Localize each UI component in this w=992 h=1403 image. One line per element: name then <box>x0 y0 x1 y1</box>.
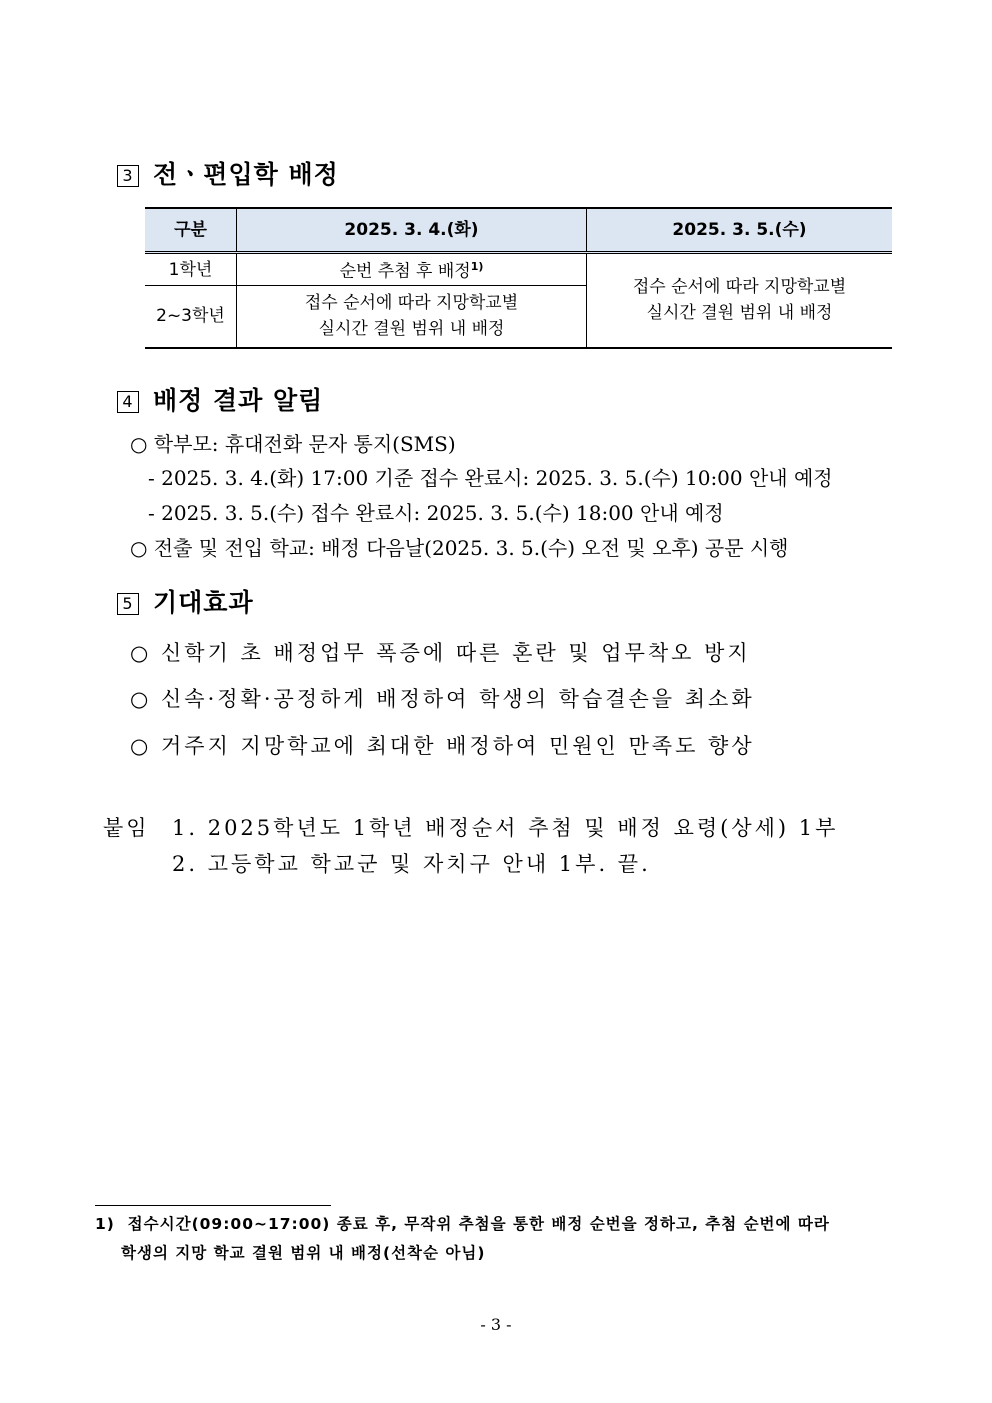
section-number-box: 3 <box>117 165 139 187</box>
effect-item: ○ 신학기 초 배정업무 폭증에 따른 혼란 및 업무착오 방지 <box>130 641 751 665</box>
notice-line: - 2025. 3. 4.(화) 17:00 기준 접수 완료시: 2025. 3. 5.(수) 10:00 안내 예정 <box>148 466 833 490</box>
section-3-title: 전ㆍ편입학 배정 <box>153 160 339 189</box>
section-number-box: 4 <box>117 391 139 413</box>
footnote-ref: 1) <box>470 260 484 274</box>
header-cell: 2025. 3. 4.(화) <box>237 208 587 253</box>
table-cell-merged: 접수 순서에 따라 지망학교별 실시간 결원 범위 내 배정 <box>587 253 893 348</box>
notice-line: ○ 학부모: 휴대전화 문자 통지(SMS) <box>130 432 456 456</box>
row-label: 2~3학년 <box>145 286 237 348</box>
table-row <box>145 253 892 286</box>
footnote-marker: 1) <box>95 1215 115 1233</box>
footnote-divider <box>95 1205 331 1206</box>
page-number: - 3 - <box>480 1315 512 1334</box>
table-cell: 순번 추첨 후 배정$^{1)}$ <box>237 253 587 286</box>
section-4-title: 배정 결과 알림 <box>153 386 324 415</box>
section-5-title: 기대효과 <box>153 588 254 617</box>
footnote-line-2: 학생의 지망 학교 결원 범위 내 배정(선착순 아님) <box>121 1244 486 1262</box>
attachment-item: 1. 2025학년도 1학년 배정순서 추첨 및 배정 요령(상세) 1부 <box>172 816 839 840</box>
attachment-item: 2. 고등학교 학교군 및 자치구 안내 1부. 끝. <box>172 852 651 876</box>
row-label: 1학년 <box>145 253 237 286</box>
section-number-box: 5 <box>117 593 139 615</box>
footnote-line-1: 1) 접수시간(09:00~17:00) 종료 후, 무작위 추첨을 통한 배정 순번을 정하고, 추첨 순번에 따라 <box>95 1215 830 1233</box>
table-cell: 접수 순서에 따라 지망학교별 실시간 결원 범위 내 배정 <box>237 286 587 348</box>
notice-line: ○ 전출 및 전입 학교: 배정 다음날(2025. 3. 5.(수) 오전 및 오후) 공문 시행 <box>130 536 789 560</box>
notice-line: - 2025. 3. 5.(수) 접수 완료시: 2025. 3. 5.(수) 18:00 안내 예정 <box>148 501 724 525</box>
effect-item: ○ 거주지 지망학교에 최대한 배정하여 민원인 만족도 향상 <box>130 734 755 758</box>
attachment-label: 붙임 <box>103 816 150 840</box>
header-cell: 2025. 3. 5.(수) <box>587 208 893 253</box>
section-5-heading <box>117 583 254 619</box>
header-cell: 구분 <box>145 208 237 253</box>
section-4-heading <box>117 381 323 417</box>
table-header-row <box>145 208 892 253</box>
section-3-heading <box>117 155 339 191</box>
allocation-table <box>145 207 892 349</box>
effect-item: ○ 신속·정확·공정하게 배정하여 학생의 학습결손을 최소화 <box>130 687 755 711</box>
